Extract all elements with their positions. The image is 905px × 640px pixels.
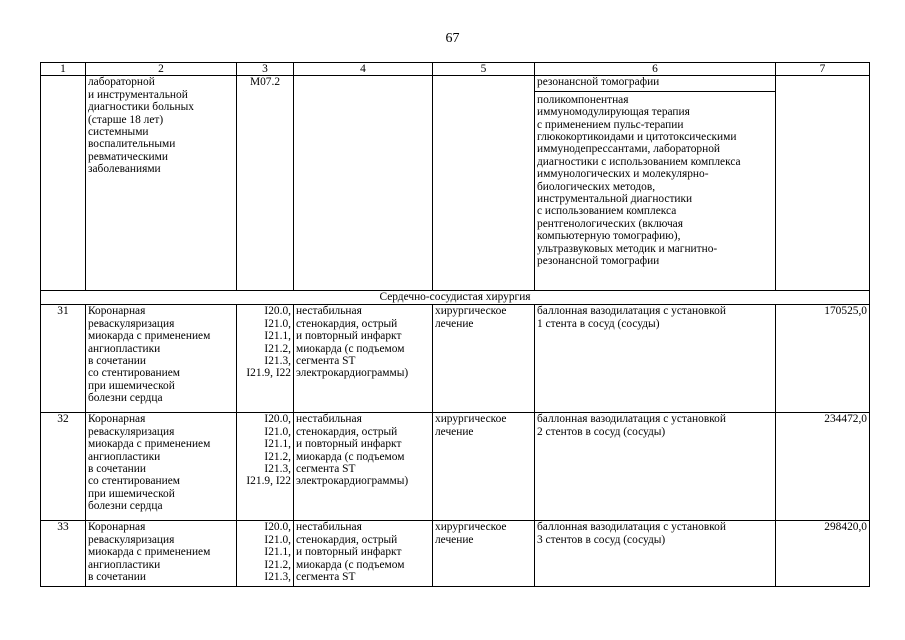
treatment-type-cell: хирургическое лечение bbox=[433, 413, 535, 521]
table-row bbox=[41, 305, 870, 413]
price-cell bbox=[776, 76, 870, 291]
column-number: 1 bbox=[41, 63, 86, 76]
table-row bbox=[41, 413, 870, 521]
patient-model-cell: нестабильная стенокардия, острый и повторный инфаркт миокарда (с подъемом сегмента ST электрокардиограммы) bbox=[294, 305, 433, 413]
continuation-row bbox=[41, 76, 870, 291]
price-cell: 170525,0 bbox=[776, 305, 870, 413]
icd-codes-cell: I20.0, I21.0, I21.1, I21.2, I21.3, I21.9, I22 bbox=[237, 413, 294, 521]
table-row bbox=[41, 521, 870, 587]
column-number: 4 bbox=[294, 63, 433, 76]
treatment-method-bottom: поликомпонентная иммуномодулирующая терапия с применением пульс-терапии глюкокортикоидами и цитотоксическими иммунодепрессантами, лабораторной диагностики с использованием комплекса иммунологических и молекулярно- биологических методов, инструментальной диагностики с использованием комплекса рентгенологических (включая компьютерную томографию), ультразвуковых методик и магнитно- резонансной томографии bbox=[535, 91, 775, 268]
column-number: 2 bbox=[86, 63, 237, 76]
column-number: 6 bbox=[535, 63, 776, 76]
treatment-type-cell bbox=[433, 76, 535, 291]
care-type-cell: Коронарная реваскуляризация миокарда с применением ангиопластики в сочетании со стентированием при ишемической болезни сердца bbox=[86, 305, 237, 413]
treatment-method-cell: баллонная вазодилатация с установкой 3 стентов в сосуд (сосуды) bbox=[535, 521, 776, 587]
section-title: Сердечно-сосудистая хирургия bbox=[41, 291, 870, 305]
patient-model-cell: нестабильная стенокардия, острый и повторный инфаркт миокарда (с подъемом сегмента ST электрокардиограммы) bbox=[294, 413, 433, 521]
row-number: 31 bbox=[41, 305, 86, 413]
row-number-cell bbox=[41, 76, 86, 291]
treatment-method-cell: баллонная вазодилатация с установкой 1 стента в сосуд (сосуды) bbox=[535, 305, 776, 413]
price-cell: 234472,0 bbox=[776, 413, 870, 521]
column-number: 3 bbox=[237, 63, 294, 76]
page-number: 67 bbox=[445, 31, 460, 46]
care-type-cell: Коронарная реваскуляризация миокарда с применением ангиопластики в сочетании со стентированием при ишемической болезни сердца bbox=[86, 413, 237, 521]
patient-model-cell: нестабильная стенокардия, острый и повторный инфаркт миокарда (с подъемом сегмента ST bbox=[294, 521, 433, 587]
treatment-type-cell: хирургическое лечение bbox=[433, 305, 535, 413]
icd-codes-cell: M07.2 bbox=[237, 76, 294, 291]
section-row bbox=[41, 291, 870, 305]
row-number: 33 bbox=[41, 521, 86, 587]
care-type-cell: лабораторной и инструментальной диагностики больных (старше 18 лет) системными воспалительными ревматическими заболеваниями bbox=[86, 76, 237, 291]
care-type-cell: Коронарная реваскуляризация миокарда с применением ангиопластики в сочетании bbox=[86, 521, 237, 587]
medical-care-table bbox=[40, 62, 870, 587]
treatment-method-cell: баллонная вазодилатация с установкой 2 стентов в сосуд (сосуды) bbox=[535, 413, 776, 521]
column-number: 5 bbox=[433, 63, 535, 76]
treatment-type-cell: хирургическое лечение bbox=[433, 521, 535, 587]
treatment-method-cell bbox=[535, 76, 776, 291]
price-cell: 298420,0 bbox=[776, 521, 870, 587]
column-number-row bbox=[41, 63, 870, 76]
patient-model-cell bbox=[294, 76, 433, 291]
row-number: 32 bbox=[41, 413, 86, 521]
column-number: 7 bbox=[776, 63, 870, 76]
icd-codes-cell: I20.0, I21.0, I21.1, I21.2, I21.3, I21.9, I22 bbox=[237, 305, 294, 413]
treatment-method-top: резонансной томографии bbox=[537, 76, 660, 89]
icd-codes-cell: I20.0, I21.0, I21.1, I21.2, I21.3, bbox=[237, 521, 294, 587]
